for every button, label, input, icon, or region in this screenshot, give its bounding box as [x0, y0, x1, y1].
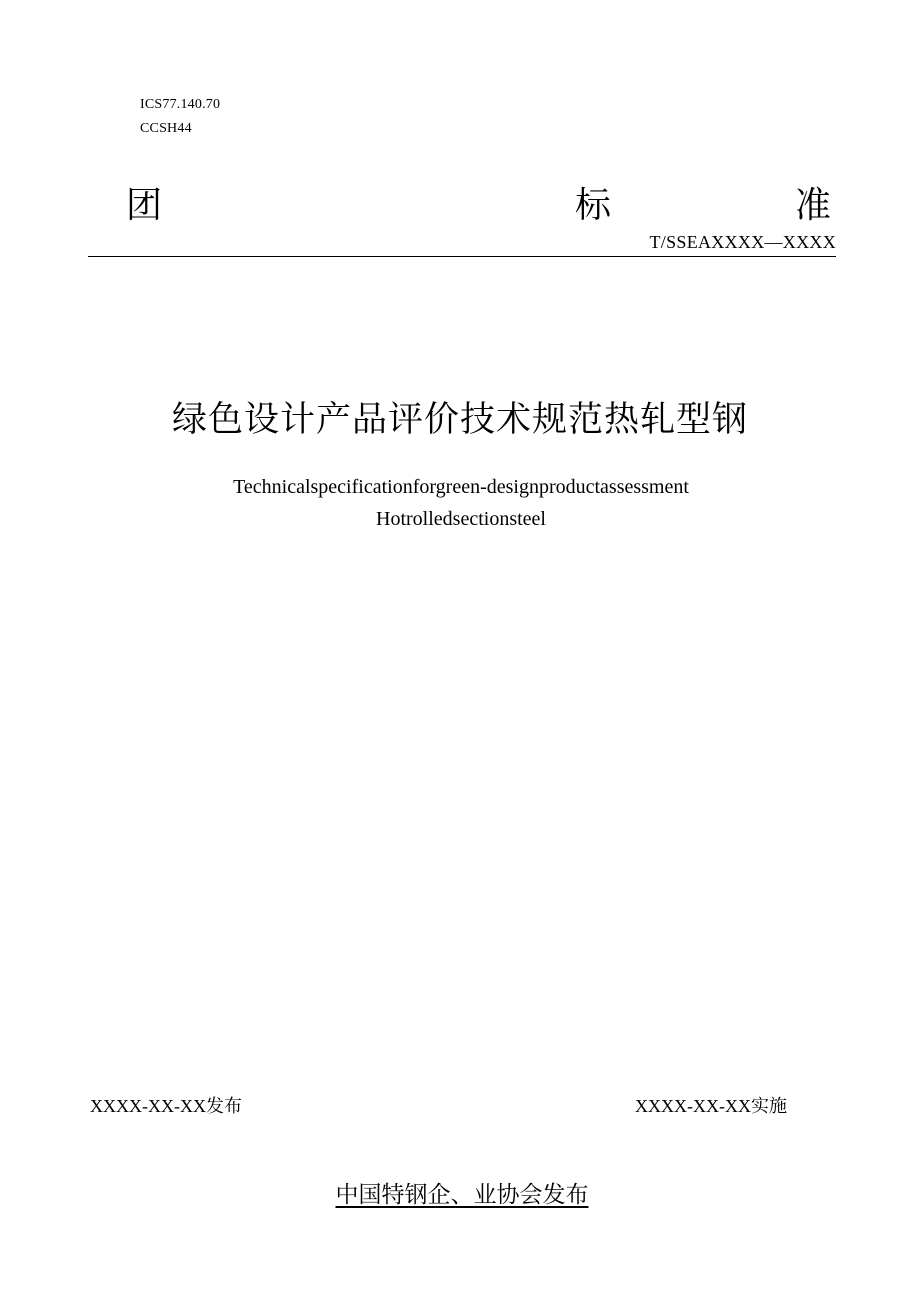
title-english-line-1: Technicalspecificationforgreen-designproductassessment: [233, 476, 689, 498]
implementation-date: XXXX-XX-XX实施: [635, 1096, 787, 1116]
issuer-name: 中国特钢企、业协会发布: [335, 1182, 589, 1208]
title-chinese: 绿色设计产品评价技术规范热轧型钢: [171, 400, 748, 440]
standard-number: T/SSEAXXXX—XXXX: [649, 232, 836, 252]
standard-type-char-3: 准: [795, 185, 832, 226]
ics-code: ICS77.140.70: [140, 97, 221, 112]
standard-type-char-2: 标: [575, 185, 612, 226]
issuer: [0, 1176, 920, 1209]
title-english-line-2: Hotrolledsectionsteel: [376, 508, 546, 530]
issue-date: XXXX-XX-XX发布: [90, 1096, 242, 1116]
header-divider: [88, 256, 836, 257]
ccs-code: CCSH44: [140, 121, 192, 136]
standard-type-char-1: 团: [126, 185, 163, 226]
